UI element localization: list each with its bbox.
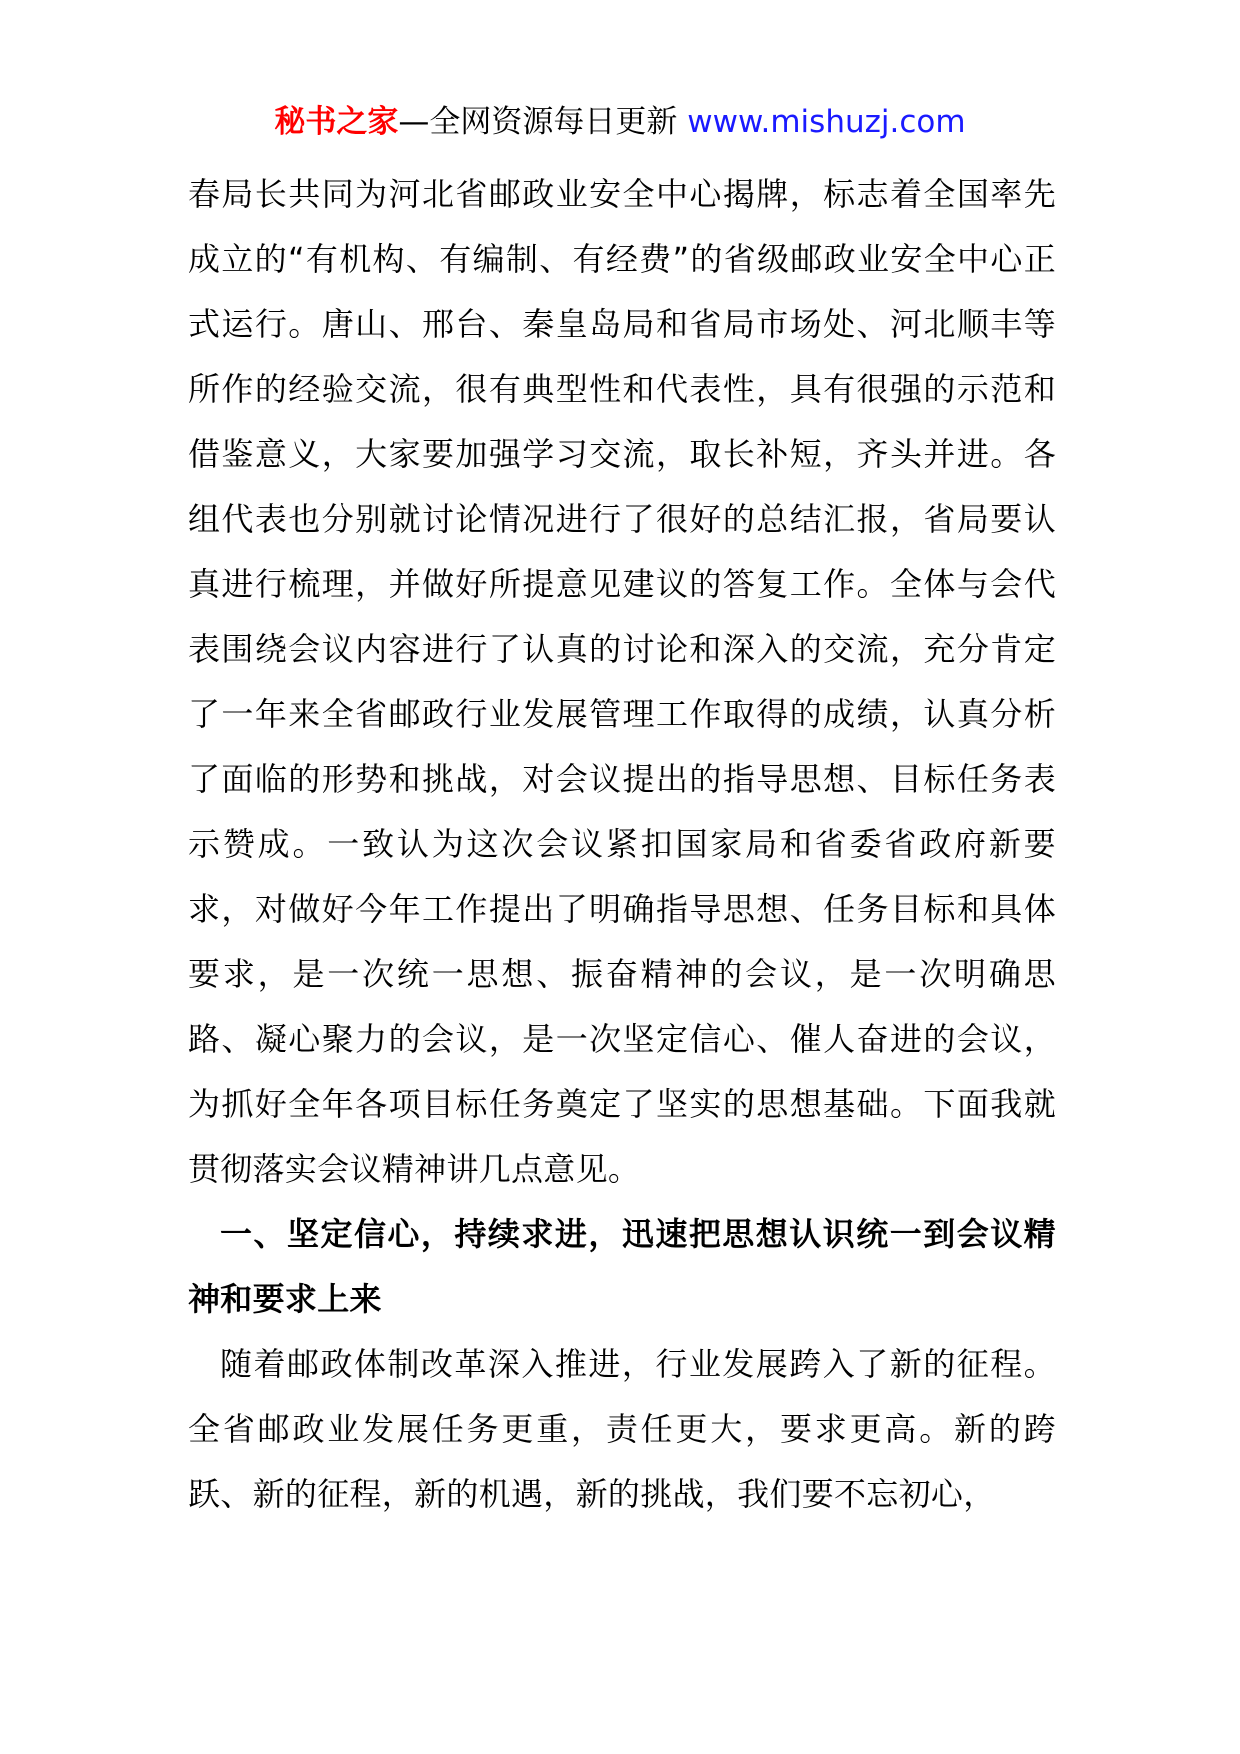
page-header [0,102,1240,142]
section-heading-1: 一、坚定信心，持续求进，迅速把思想认识统一到会议精神和要求上来 [188,1215,1056,1318]
header-tagline: —全网资源每日更新 [398,104,688,140]
body-paragraph-1: 春局长共同为河北省邮政业安全中心揭牌，标志着全国率先成立的“有机构、有编制、有经费”的省级邮政业安全中心正式运行。唐山、邢台、秦皇岛局和省局市场处、河北顺丰等所作的经验交流，很有典型性和代表性，具有很强的示范和借鉴意义，大家要加强学习交流，取长补短，齐头并进。各组代表也分别就讨论情况进行了很好的总结汇报，省局要认真进行梳理，并做好所提意见建议的答复工作。全体与会代表围绕会议内容进行了认真的讨论和深入的交流，充分肯定了一年来全省邮政行业发展管理工作取得的成绩，认真分析了面临的形势和挑战，对会议提出的指导思想、目标任务表示赞成。一致认为这次会议紧扣国家局和省委省政府新要求，对做好今年工作提出了明确指导思想、任务目标和具体要求，是一次统一思想、振奋精神的会议，是一次明确思路、凝心聚力的会议，是一次坚定信心、催人奋进的会议，为抓好全年各项目标任务奠定了坚实的思想基础。下面我就贯彻落实会议精神讲几点意见。 [188,175,1056,1188]
body-paragraph-2: 随着邮政体制改革深入推进，行业发展跨入了新的征程。全省邮政业发展任务更重，责任更大，要求更高。新的跨跃、新的征程，新的机遇，新的挑战，我们要不忘初心， [188,1345,1056,1513]
header-site-link[interactable]: www.mishuzj.com [687,104,966,140]
header-brand: 秘书之家 [274,104,399,140]
document-body [188,162,1056,1527]
